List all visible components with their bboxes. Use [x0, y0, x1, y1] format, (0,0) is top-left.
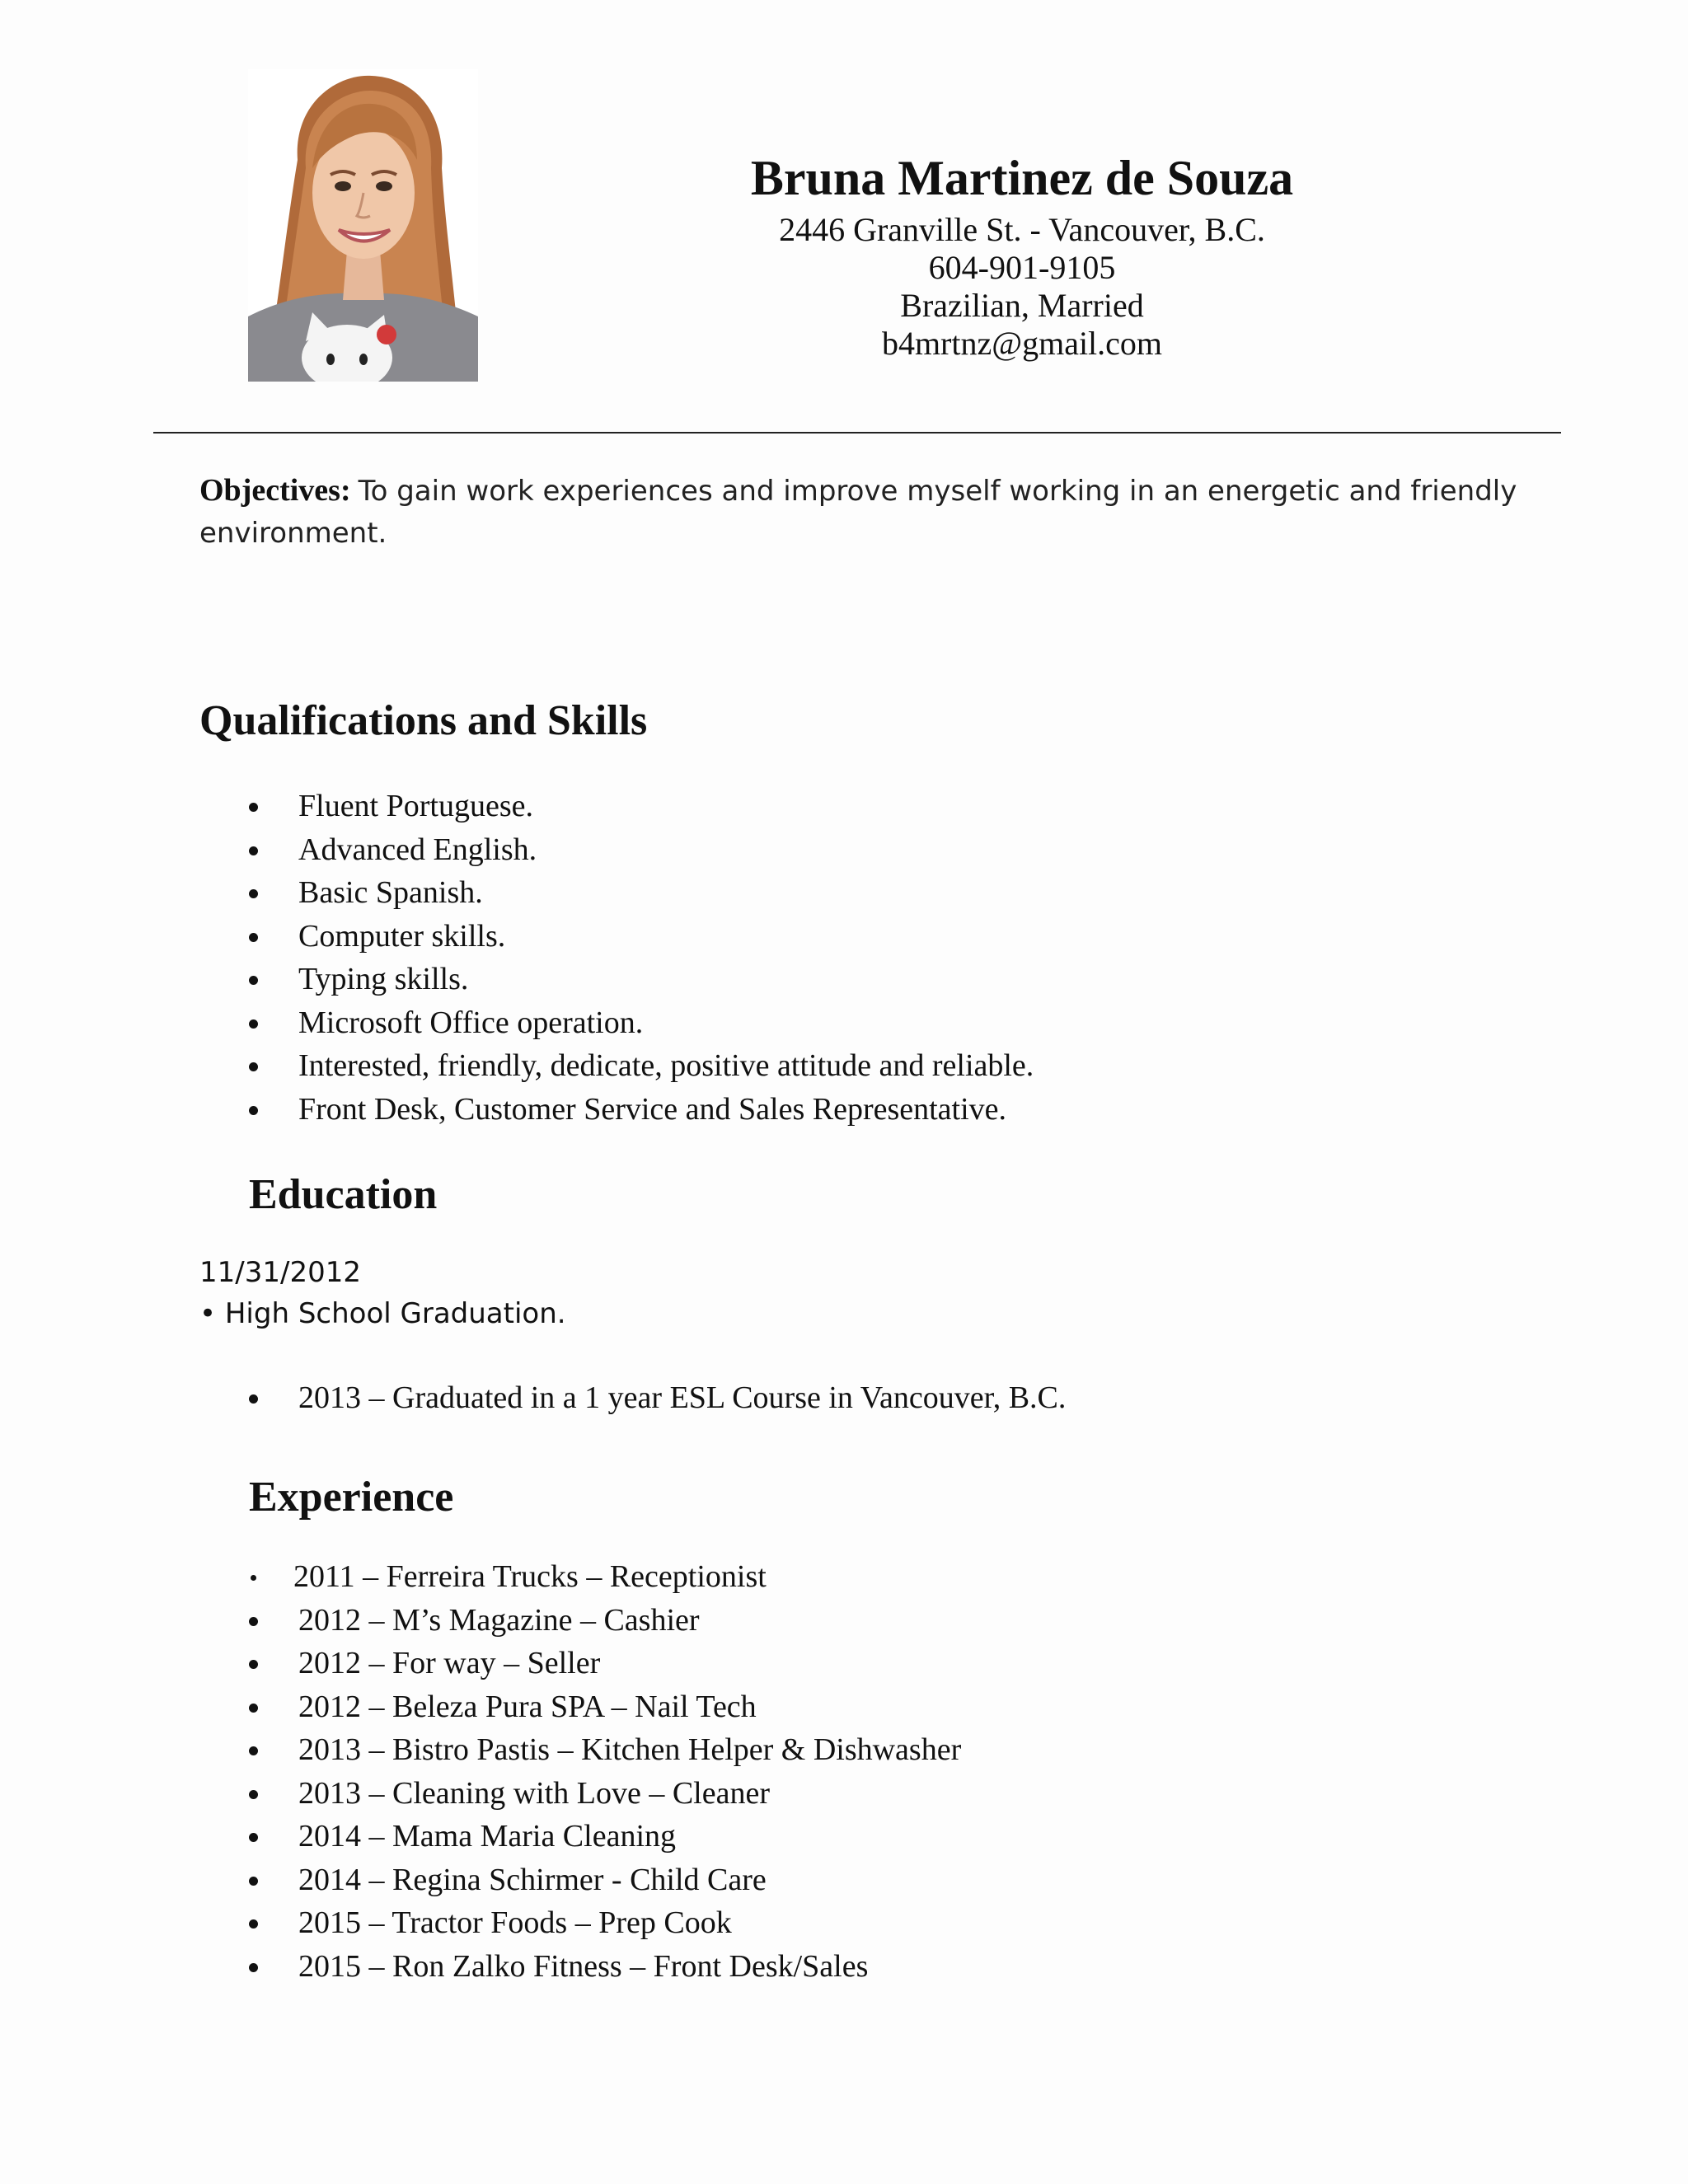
list-item: 2013 – Bistro Pastis – Kitchen Helper & Dishwasher [249, 1728, 961, 1772]
list-item: 2013 – Cleaning with Love – Cleaner [249, 1772, 961, 1816]
education-date: 11/31/2012 [199, 1256, 361, 1289]
list-item: 2012 – Beleza Pura SPA – Nail Tech [249, 1685, 961, 1729]
phone: 604-901-9105 [928, 249, 1116, 286]
email: b4mrtnz@gmail.com [881, 325, 1163, 362]
list-item: Microsoft Office operation. [249, 1001, 1034, 1045]
nationality-status: Brazilian, Married [900, 287, 1144, 324]
objectives-section [199, 470, 1518, 554]
qualifications-heading: Qualifications and Skills [199, 697, 648, 744]
education-list [249, 1376, 1066, 1420]
list-item: 2014 – Mama Maria Cleaning [249, 1815, 961, 1858]
list-item: 2015 – Ron Zalko Fitness – Front Desk/Sales [249, 1945, 961, 1989]
divider [153, 432, 1561, 434]
education-item: • High School Graduation. [199, 1297, 566, 1330]
list-item: 2014 – Regina Schirmer - Child Care [249, 1858, 961, 1902]
list-item: 2013 – Graduated in a 1 year ESL Course in Vancouver, B.C. [249, 1376, 1066, 1420]
list-item: Interested, friendly, dedicate, positive attitude and reliable. [249, 1044, 1034, 1088]
address: 2446 Granville St. - Vancouver, B.C. [779, 211, 1265, 248]
list-item: Typing skills. [249, 958, 1034, 1001]
experience-list [249, 1555, 961, 1988]
objectives-text: To gain work experiences and improve myself working in an energetic and friendly environment. [199, 475, 1517, 550]
profile-photo [248, 69, 478, 382]
list-item: Front Desk, Customer Service and Sales Representative. [249, 1088, 1034, 1132]
list-item: 2012 – For way – Seller [249, 1642, 961, 1685]
list-item: Computer skills. [249, 915, 1034, 958]
skills-list [249, 785, 1034, 1131]
experience-heading: Experience [249, 1474, 454, 1521]
list-item: 2011 – Ferreira Trucks – Receptionist [249, 1555, 961, 1599]
candidate-name: Bruna Martinez de Souza [750, 151, 1294, 205]
list-item: Basic Spanish. [249, 871, 1034, 915]
list-item: 2015 – Tractor Foods – Prep Cook [249, 1901, 961, 1945]
list-item: Advanced English. [249, 828, 1034, 872]
education-heading: Education [249, 1171, 438, 1218]
list-item: Fluent Portuguese. [249, 785, 1034, 828]
contact-header [725, 145, 1319, 363]
list-item: 2012 – M’s Magazine – Cashier [249, 1599, 961, 1643]
objectives-label: Objectives: [199, 473, 351, 508]
